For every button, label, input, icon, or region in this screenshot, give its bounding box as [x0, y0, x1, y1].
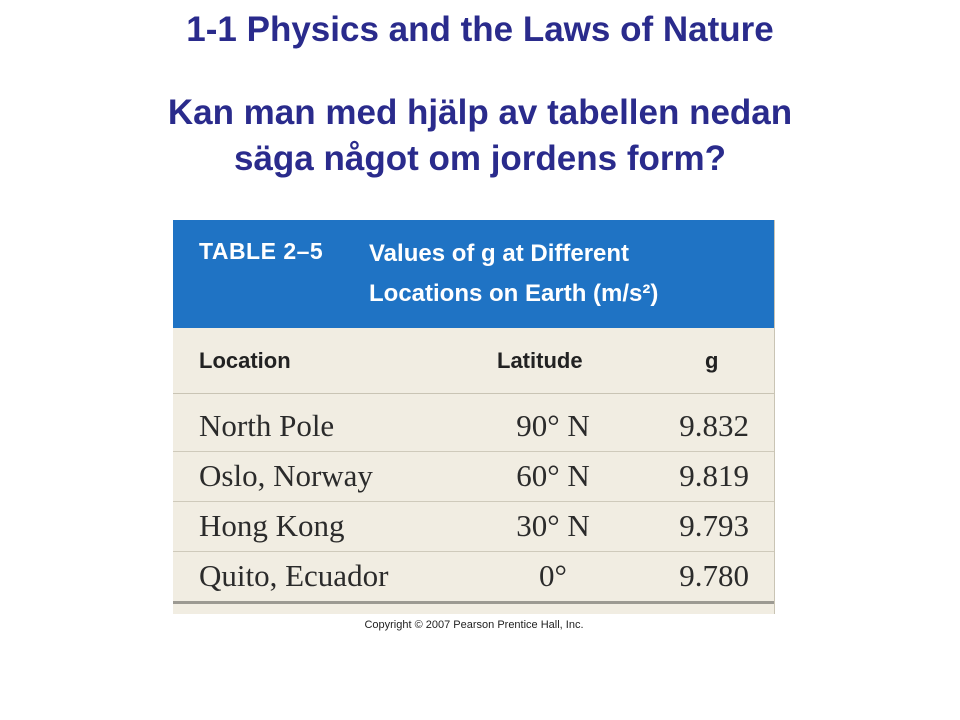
table-row	[173, 402, 774, 452]
data-table	[173, 220, 775, 614]
column-header-latitude: Latitude	[497, 348, 583, 373]
cell-location: Oslo, Norway	[199, 458, 373, 493]
table-caption-line-1: Values of g at Different	[369, 240, 630, 267]
cell-latitude: 90° N	[516, 408, 590, 443]
table-body	[173, 402, 774, 604]
column-header-g: g	[705, 348, 719, 373]
cell-latitude: 60° N	[516, 458, 590, 493]
table-number: TABLE 2–5	[199, 238, 324, 264]
column-header-row	[173, 328, 774, 394]
question-line-1: Kan man med hjälp av tabellen nedan	[167, 93, 793, 132]
question-line-2: säga något om jordens form?	[234, 139, 726, 178]
table-header	[173, 220, 774, 328]
table-caption	[369, 234, 769, 314]
cell-g: 9.819	[679, 458, 749, 493]
cell-g: 9.832	[679, 408, 749, 443]
cell-g: 9.780	[679, 558, 749, 593]
cell-g: 9.793	[679, 508, 749, 543]
cell-location: Quito, Ecuador	[199, 558, 389, 593]
slide-title: 1-1 Physics and the Laws of Nature	[186, 10, 774, 49]
table-row	[173, 452, 774, 502]
copyright-notice: Copyright © 2007 Pearson Prentice Hall, Inc.	[364, 619, 584, 631]
cell-location: North Pole	[199, 408, 335, 443]
cell-location: Hong Kong	[199, 508, 345, 543]
cell-latitude: 0°	[539, 558, 567, 593]
table-row	[173, 502, 774, 552]
table-caption-line-2: Locations on Earth (m/s²)	[369, 280, 659, 307]
cell-latitude: 30° N	[516, 508, 590, 543]
table-row	[173, 552, 774, 604]
slide-question	[60, 90, 900, 182]
column-header-location: Location	[199, 348, 291, 373]
